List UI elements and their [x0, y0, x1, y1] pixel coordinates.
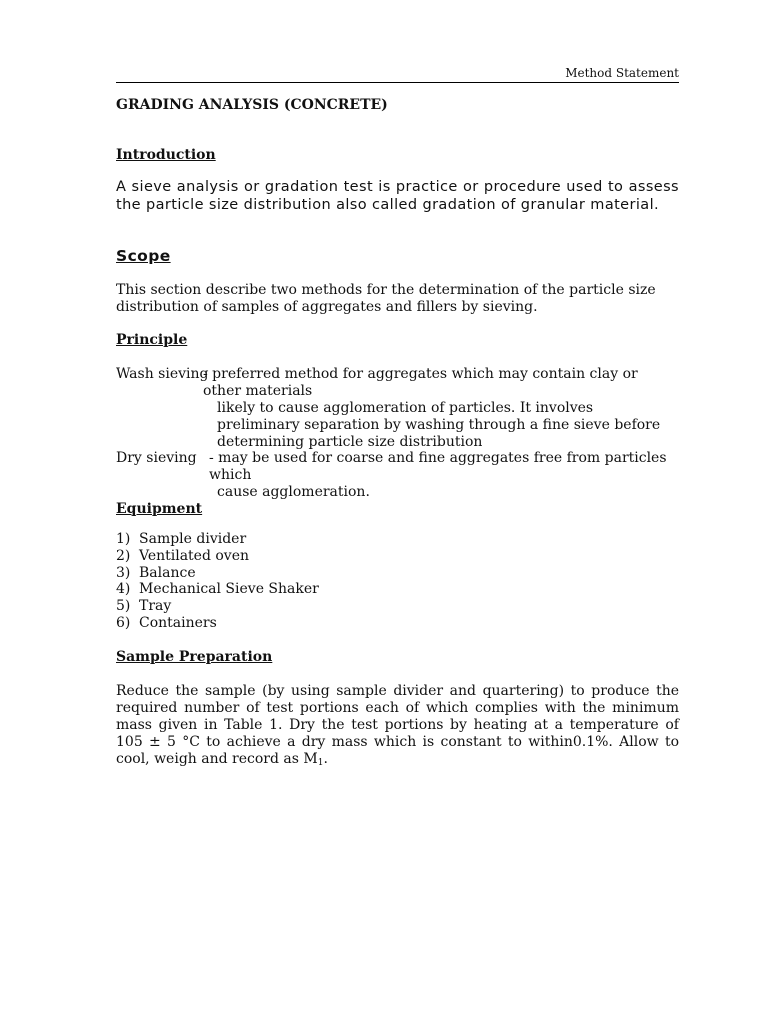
dry-sieving-definition: [116, 450, 679, 500]
list-item: [116, 615, 319, 632]
dry-sieving-first-line: - may be used for coarse and fine aggregates free from particles which: [209, 450, 667, 483]
list-item-label: Mechanical Sieve Shaker: [139, 581, 319, 598]
sample-preparation-end: .: [323, 751, 328, 767]
sample-preparation-body: Reduce the sample (by using sample divider and quartering) to produce the required number of test portions each of which complies with the minimum mass given in Table 1. Dry the test portions by heating at a temperature of 105 ± 5 °C to achieve a dry mass which is constant to within0.1%. Allow to cool, weigh and record as M: [116, 683, 679, 767]
list-item-label: Sample divider: [139, 531, 247, 547]
wash-sieving-term: Wash sieving: [116, 366, 209, 382]
header-rule: [116, 82, 679, 83]
list-item-number: 4): [116, 581, 131, 598]
introduction-text: A sieve analysis or gradation test is practice or procedure used to assess the particle size distribution also called gradation of granular material.: [116, 179, 679, 213]
wash-sieving-description: [203, 366, 679, 451]
dry-sieving-rest: cause agglomeration.: [217, 484, 370, 500]
sample-preparation-heading: Sample Preparation: [116, 649, 273, 665]
list-item: [116, 565, 319, 582]
scope-text: This section describe two methods for the determination of the particle size distribution of samples of aggregates and fillers by sieving.: [116, 282, 656, 315]
dry-sieving-term: Dry sieving: [116, 450, 197, 466]
list-item-label: Balance: [139, 564, 196, 581]
list-item-number: 5): [116, 598, 131, 615]
list-item: [116, 581, 319, 598]
mass-subscript: 1: [317, 758, 324, 768]
list-item-label: Containers: [139, 614, 217, 631]
list-item: [116, 598, 319, 615]
equipment-list: [116, 531, 319, 632]
wash-sieving-first-line: - preferred method for aggregates which may contain clay or other materials: [203, 366, 638, 399]
list-item-number: 3): [116, 564, 131, 581]
list-item-label: Tray: [139, 598, 172, 615]
equipment-heading: Equipment: [116, 501, 203, 517]
wash-sieving-rest: likely to cause agglomeration of particles. It involves preliminary separation by washing through a fine sieve before determining particle size distribution: [217, 400, 661, 450]
principle-heading: Principle: [116, 332, 188, 348]
running-header: Method Statement: [565, 66, 679, 80]
dry-sieving-description: [209, 450, 679, 501]
list-item: [116, 548, 319, 565]
list-item-number: 1): [116, 531, 131, 547]
list-item-number: 6): [116, 614, 131, 631]
list-item-number: 2): [116, 547, 131, 564]
list-item-label: Ventilated oven: [139, 547, 250, 564]
list-item: [116, 531, 319, 548]
introduction-heading: Introduction: [116, 147, 216, 163]
scope-heading: Scope: [116, 247, 171, 265]
wash-sieving-definition: [116, 366, 679, 450]
document-title: GRADING ANALYSIS (CONCRETE): [116, 97, 388, 113]
sample-preparation-text: [116, 683, 679, 768]
